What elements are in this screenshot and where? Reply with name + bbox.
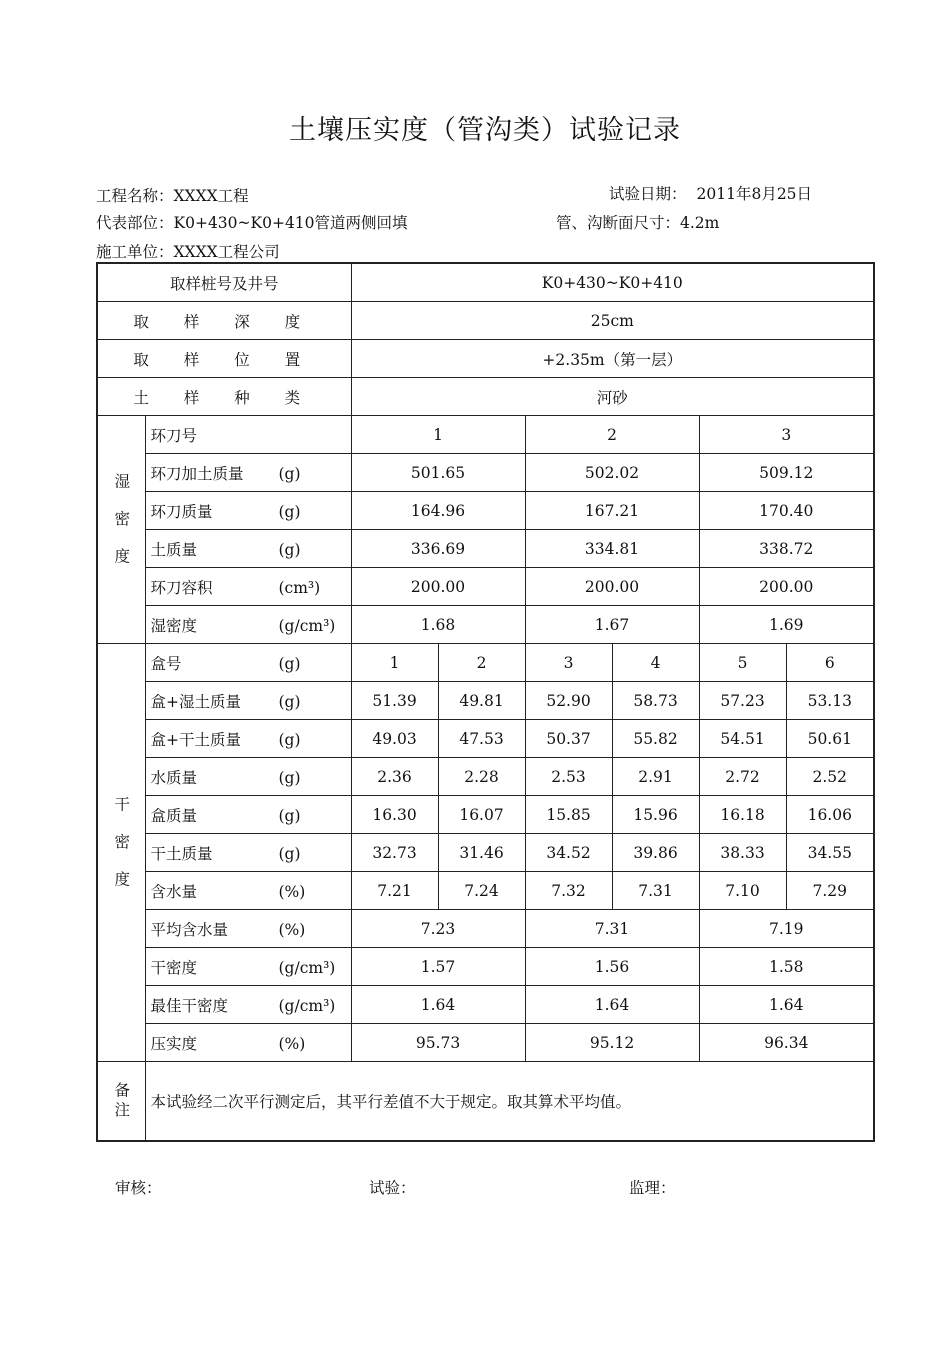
data-cell: 16.30 bbox=[351, 796, 438, 834]
soil-type-label: 土 样 种 类 bbox=[97, 378, 351, 416]
data-cell: 2.52 bbox=[786, 758, 874, 796]
trench-label: 管、沟断面尺寸： bbox=[556, 214, 681, 232]
row-unit: (g) bbox=[278, 692, 301, 711]
dry-density-row bbox=[97, 796, 874, 834]
data-cell: 49.81 bbox=[438, 682, 525, 720]
depth-label: 取 样 深 度 bbox=[97, 302, 351, 340]
row-label-cell bbox=[145, 796, 351, 834]
data-cell: 3 bbox=[525, 644, 612, 682]
row-label: 盒+干土质量 bbox=[150, 730, 241, 749]
data-cell: 95.73 bbox=[351, 1024, 525, 1062]
data-cell: 7.24 bbox=[438, 872, 525, 910]
data-cell: 200.00 bbox=[699, 568, 874, 606]
row-label: 环刀容积 bbox=[150, 578, 213, 597]
wet-density-row bbox=[97, 530, 874, 568]
data-cell: 170.40 bbox=[699, 492, 874, 530]
record-table bbox=[96, 262, 875, 1142]
dry-density-row bbox=[97, 720, 874, 758]
row-label: 干密度 bbox=[150, 958, 198, 977]
data-cell: 1 bbox=[351, 416, 525, 454]
data-cell: 509.12 bbox=[699, 454, 874, 492]
row-label-cell bbox=[145, 454, 351, 492]
position-value: +2.35m（第一层） bbox=[351, 340, 874, 378]
row-label-cell bbox=[145, 758, 351, 796]
dry-density-row bbox=[97, 682, 874, 720]
row-label-cell bbox=[145, 568, 351, 606]
data-cell: 1.64 bbox=[525, 986, 699, 1024]
wet-density-section-label: 湿密度 bbox=[97, 416, 145, 644]
row-label: 最佳干密度 bbox=[150, 996, 229, 1015]
row-unit: (g) bbox=[278, 654, 301, 673]
data-cell: 2 bbox=[525, 416, 699, 454]
data-cell: 1.57 bbox=[351, 948, 525, 986]
wet-density-row bbox=[97, 606, 874, 644]
data-cell: 6 bbox=[786, 644, 874, 682]
data-cell: 1.58 bbox=[699, 948, 874, 986]
wet-density-row bbox=[97, 454, 874, 492]
dry-density-row bbox=[97, 644, 874, 682]
part-label: 代表部位： bbox=[96, 214, 174, 232]
row-label: 环刀加土质量 bbox=[150, 464, 244, 483]
data-cell: 5 bbox=[699, 644, 786, 682]
soil-type-row bbox=[97, 378, 874, 416]
sample-position-row bbox=[97, 340, 874, 378]
row-label-cell bbox=[145, 948, 351, 986]
data-cell: 31.46 bbox=[438, 834, 525, 872]
dry-density-row bbox=[97, 872, 874, 910]
data-cell: 50.61 bbox=[786, 720, 874, 758]
row-label: 盒质量 bbox=[150, 806, 198, 825]
unit-label: 施工单位： bbox=[96, 243, 174, 261]
data-cell: 1.69 bbox=[699, 606, 874, 644]
test-signature: 试验： bbox=[369, 1179, 416, 1197]
data-cell: 200.00 bbox=[525, 568, 699, 606]
row-label: 平均含水量 bbox=[150, 920, 229, 939]
row-unit: (g/cm³) bbox=[278, 996, 336, 1015]
row-label: 压实度 bbox=[150, 1034, 198, 1053]
row-unit: (g/cm³) bbox=[278, 958, 336, 977]
data-cell: 336.69 bbox=[351, 530, 525, 568]
row-label: 盒号 bbox=[150, 654, 182, 673]
construction-unit bbox=[96, 240, 280, 262]
data-cell: 49.03 bbox=[351, 720, 438, 758]
row-label-cell bbox=[145, 530, 351, 568]
data-cell: 501.65 bbox=[351, 454, 525, 492]
row-label-cell bbox=[145, 910, 351, 948]
row-unit: (g) bbox=[278, 730, 301, 749]
project-label: 工程名称： bbox=[96, 187, 174, 205]
row-unit: (%) bbox=[278, 1034, 306, 1053]
data-cell: 7.31 bbox=[612, 872, 699, 910]
page-title: 土壤压实度（管沟类）试验记录 bbox=[289, 115, 681, 146]
dry-density-row bbox=[97, 910, 874, 948]
data-cell: 2.36 bbox=[351, 758, 438, 796]
data-cell: 39.86 bbox=[612, 834, 699, 872]
data-cell: 167.21 bbox=[525, 492, 699, 530]
row-unit: (g) bbox=[278, 806, 301, 825]
dry-density-row bbox=[97, 986, 874, 1024]
data-cell: 15.96 bbox=[612, 796, 699, 834]
data-cell: 7.21 bbox=[351, 872, 438, 910]
data-cell: 54.51 bbox=[699, 720, 786, 758]
row-label: 环刀质量 bbox=[150, 502, 213, 521]
row-unit: (%) bbox=[278, 920, 306, 939]
data-cell: 7.19 bbox=[699, 910, 874, 948]
dry-density-row bbox=[97, 834, 874, 872]
row-label: 湿密度 bbox=[150, 616, 198, 635]
depth-value: 25cm bbox=[351, 302, 874, 340]
data-cell: 1.68 bbox=[351, 606, 525, 644]
dry-density-section-label: 干密度 bbox=[97, 644, 145, 1062]
row-label: 环刀号 bbox=[150, 426, 198, 445]
row-label: 含水量 bbox=[150, 882, 198, 901]
trench-value: 4.2m bbox=[680, 214, 720, 232]
row-label-cell bbox=[145, 644, 351, 682]
row-label-cell bbox=[145, 606, 351, 644]
pile-value: K0+430~K0+410 bbox=[351, 263, 874, 302]
data-cell: 38.33 bbox=[699, 834, 786, 872]
data-cell: 32.73 bbox=[351, 834, 438, 872]
data-cell: 96.34 bbox=[699, 1024, 874, 1062]
data-cell: 95.12 bbox=[525, 1024, 699, 1062]
row-label-cell bbox=[145, 986, 351, 1024]
project-name bbox=[96, 184, 249, 206]
row-unit: (g) bbox=[278, 768, 301, 787]
data-cell: 53.13 bbox=[786, 682, 874, 720]
test-date-label: 试验日期： bbox=[609, 185, 687, 203]
position-label: 取 样 位 置 bbox=[97, 340, 351, 378]
wet-density-row bbox=[97, 492, 874, 530]
row-label-cell bbox=[145, 416, 351, 454]
wet-density-row bbox=[97, 416, 874, 454]
data-cell: 34.52 bbox=[525, 834, 612, 872]
row-label-cell bbox=[145, 720, 351, 758]
sample-depth-row bbox=[97, 302, 874, 340]
data-cell: 55.82 bbox=[612, 720, 699, 758]
sample-pile-row bbox=[97, 263, 874, 302]
review-signature: 审核： bbox=[115, 1179, 162, 1197]
part-value: K0+430~K0+410管道两侧回填 bbox=[173, 214, 408, 232]
row-label-cell bbox=[145, 834, 351, 872]
unit-value: XXXX工程公司 bbox=[173, 243, 280, 261]
data-cell: 7.31 bbox=[525, 910, 699, 948]
representative-part bbox=[96, 211, 408, 233]
row-label: 水质量 bbox=[150, 768, 198, 787]
test-date-value: 2011年8月25日 bbox=[696, 185, 813, 203]
remarks-text: 本试验经二次平行测定后，其平行差值不大于规定。取其算术平均值。 bbox=[145, 1062, 874, 1142]
dry-density-row bbox=[97, 948, 874, 986]
data-cell: 334.81 bbox=[525, 530, 699, 568]
data-cell: 338.72 bbox=[699, 530, 874, 568]
dry-density-row bbox=[97, 758, 874, 796]
data-cell: 52.90 bbox=[525, 682, 612, 720]
data-cell: 1 bbox=[351, 644, 438, 682]
data-cell: 15.85 bbox=[525, 796, 612, 834]
data-cell: 16.06 bbox=[786, 796, 874, 834]
data-cell: 3 bbox=[699, 416, 874, 454]
data-cell: 7.29 bbox=[786, 872, 874, 910]
data-cell: 7.32 bbox=[525, 872, 612, 910]
row-unit: (%) bbox=[278, 882, 306, 901]
data-cell: 34.55 bbox=[786, 834, 874, 872]
data-cell: 47.53 bbox=[438, 720, 525, 758]
row-unit: (g) bbox=[278, 844, 301, 863]
data-cell: 16.18 bbox=[699, 796, 786, 834]
data-cell: 7.10 bbox=[699, 872, 786, 910]
data-cell: 1.64 bbox=[351, 986, 525, 1024]
data-cell: 164.96 bbox=[351, 492, 525, 530]
data-cell: 51.39 bbox=[351, 682, 438, 720]
row-label-cell bbox=[145, 492, 351, 530]
data-cell: 1.56 bbox=[525, 948, 699, 986]
data-cell: 50.37 bbox=[525, 720, 612, 758]
data-cell: 1.64 bbox=[699, 986, 874, 1024]
trench-size bbox=[556, 211, 719, 233]
dry-density-row bbox=[97, 1024, 874, 1062]
data-cell: 16.07 bbox=[438, 796, 525, 834]
row-unit: (g/cm³) bbox=[278, 616, 336, 635]
wet-density-row bbox=[97, 568, 874, 606]
data-cell: 2.91 bbox=[612, 758, 699, 796]
data-cell: 4 bbox=[612, 644, 699, 682]
data-cell: 502.02 bbox=[525, 454, 699, 492]
row-label: 干土质量 bbox=[150, 844, 213, 863]
row-unit: (g) bbox=[278, 464, 301, 483]
data-cell: 2.72 bbox=[699, 758, 786, 796]
data-cell: 7.23 bbox=[351, 910, 525, 948]
remarks-row bbox=[97, 1062, 874, 1142]
row-label-cell bbox=[145, 872, 351, 910]
pile-label: 取样桩号及井号 bbox=[97, 263, 351, 302]
data-cell: 1.67 bbox=[525, 606, 699, 644]
data-cell: 57.23 bbox=[699, 682, 786, 720]
row-label-cell bbox=[145, 682, 351, 720]
project-value: XXXX工程 bbox=[173, 187, 249, 205]
row-unit: (g) bbox=[278, 502, 301, 521]
supervise-signature: 监理： bbox=[629, 1179, 676, 1197]
data-cell: 2.53 bbox=[525, 758, 612, 796]
test-date bbox=[609, 182, 812, 204]
row-label: 盒+湿土质量 bbox=[150, 692, 241, 711]
remarks-label: 备注 bbox=[97, 1062, 145, 1142]
row-label: 土质量 bbox=[150, 540, 198, 559]
data-cell: 58.73 bbox=[612, 682, 699, 720]
data-cell: 2 bbox=[438, 644, 525, 682]
row-unit: (g) bbox=[278, 540, 301, 559]
data-cell: 200.00 bbox=[351, 568, 525, 606]
data-cell: 2.28 bbox=[438, 758, 525, 796]
row-unit: (cm³) bbox=[278, 578, 321, 597]
row-label-cell bbox=[145, 1024, 351, 1062]
soil-type-value: 河砂 bbox=[351, 378, 874, 416]
